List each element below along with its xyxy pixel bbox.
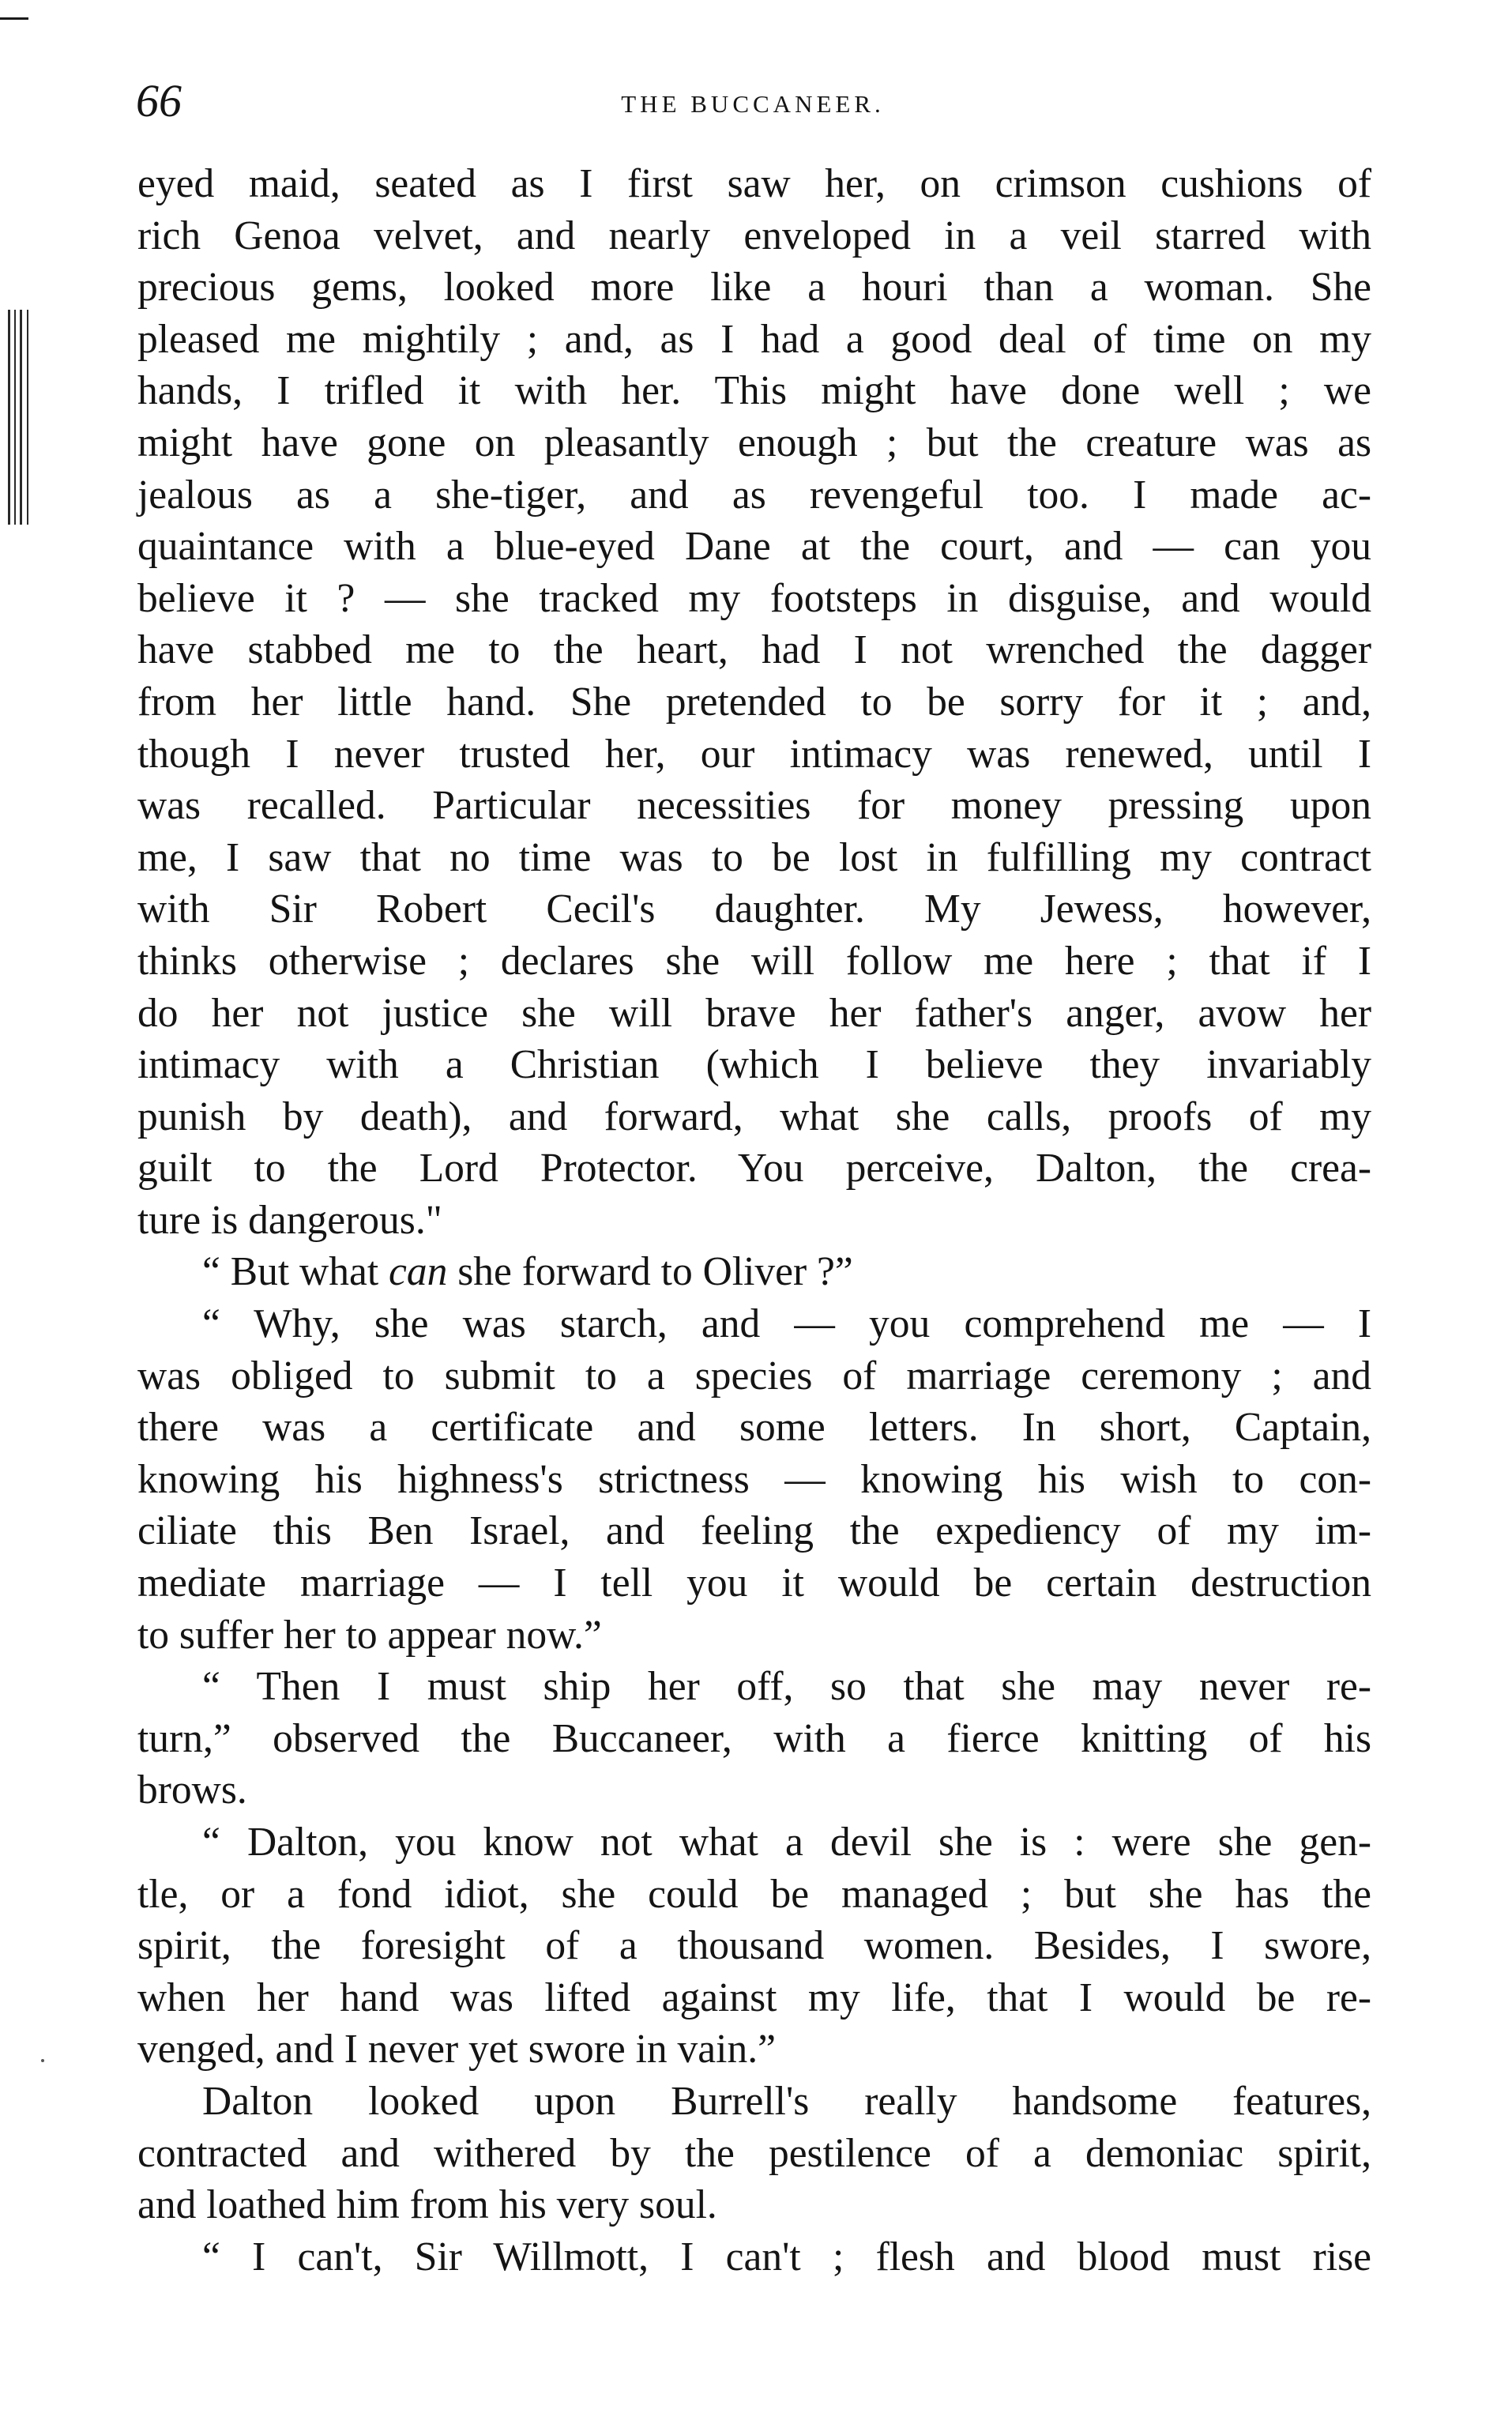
running-title: THE BUCCANEER. (621, 90, 885, 118)
text-line: ture is dangerous." (137, 1197, 442, 1243)
running-head (136, 70, 1370, 133)
text-line: intimacy with a Christian (which I believe they invariably (137, 1042, 1371, 1088)
body-text (137, 158, 1371, 2283)
text-line: thinks otherwise ; declares she will follow me here ; that if I (137, 938, 1371, 984)
text-line: hands, I trifled it with her. This might have done well ; we (137, 368, 1371, 414)
corner-rule (0, 17, 28, 20)
text-line: there was a certificate and some letters. In short, Captain, (137, 1405, 1371, 1451)
binding-marks (6, 310, 38, 525)
paper-speck (41, 2059, 44, 2062)
text-line: “ Why, she was starch, and — you comprehend me — I (202, 1301, 1371, 1347)
text-line: me, I saw that no time was to be lost in fulfilling my contract (137, 834, 1371, 880)
text-line: ciliate this Ben Israel, and feeling the expediency of my im- (137, 1508, 1371, 1554)
text-line: rich Genoa velvet, and nearly enveloped in a veil starred with (137, 213, 1371, 258)
text-line: mediate marriage — I tell you it would be certain destruction (137, 1560, 1371, 1606)
emphasis-word: can (389, 1249, 448, 1295)
text-line: quaintance with a blue-eyed Dane at the court, and — can you (137, 524, 1371, 570)
text-line: “ Dalton, you know not what a devil she is : were she gen- (202, 1820, 1371, 1865)
text-line: “ I can't, Sir Willmott, I can't ; flesh and blood must rise (202, 2234, 1371, 2279)
text-line: jealous as a she-tiger, and as revengeful too. I made ac- (137, 472, 1371, 518)
text-line: brows. (137, 1767, 247, 1813)
text-segment: “ But what (202, 1249, 389, 1295)
text-line: when her hand was lifted against my life, that I would be re- (137, 1974, 1371, 2020)
text-line: was recalled. Particular necessities for money pressing upon (137, 783, 1371, 829)
text-segment: she forward to Oliver ?” (447, 1249, 853, 1295)
text-line: spirit, the foresight of a thousand women. Besides, I swore, (137, 1923, 1371, 1969)
text-line: “ Then I must ship her off, so that she may never re- (202, 1664, 1371, 1710)
text-line (137, 1246, 1371, 1298)
text-line: punish by death), and forward, what she calls, proofs of my (137, 1094, 1371, 1139)
text-line: Dalton looked upon Burrell's really handsome features, (202, 2078, 1371, 2124)
text-line: knowing his highness's strictness — knowing his wish to con- (137, 1456, 1371, 1502)
text-line: eyed maid, seated as I first saw her, on crimson cushions of (137, 161, 1371, 206)
text-line: turn,” observed the Buccaneer, with a fierce knitting of his (137, 1715, 1371, 1761)
text-line: though I never trusted her, our intimacy was renewed, until I (137, 731, 1371, 777)
text-line: might have gone on pleasantly enough ; but the creature was as (137, 420, 1371, 465)
text-line: with Sir Robert Cecil's daughter. My Jewess, however, (137, 887, 1371, 932)
text-line: precious gems, looked more like a houri than a woman. She (137, 265, 1371, 311)
text-line: contracted and withered by the pestilence of a demoniac spirit, (137, 2130, 1371, 2176)
text-line: to suffer her to appear now.” (137, 1612, 602, 1658)
page-number: 66 (136, 75, 182, 126)
text-line: was obliged to submit to a species of marriage ceremony ; and (137, 1353, 1371, 1398)
text-line: tle, or a fond idiot, she could be managed ; but she has the (137, 1871, 1371, 1917)
text-line: and loathed him from his very soul. (137, 2182, 717, 2228)
text-line: do her not justice she will brave her father's anger, avow her (137, 990, 1371, 1036)
text-line: guilt to the Lord Protector. You perceive, Dalton, the crea- (137, 1146, 1371, 1191)
text-line: from her little hand. She pretended to be sorry for it ; and, (137, 679, 1371, 725)
text-line: venged, and I never yet swore in vain.” (137, 2027, 776, 2072)
text-line: believe it ? — she tracked my footsteps in disguise, and would (137, 575, 1371, 621)
text-line: have stabbed me to the heart, had I not wrenched the dagger (137, 627, 1371, 673)
text-line: pleased me mightily ; and, as I had a good deal of time on my (137, 316, 1371, 362)
